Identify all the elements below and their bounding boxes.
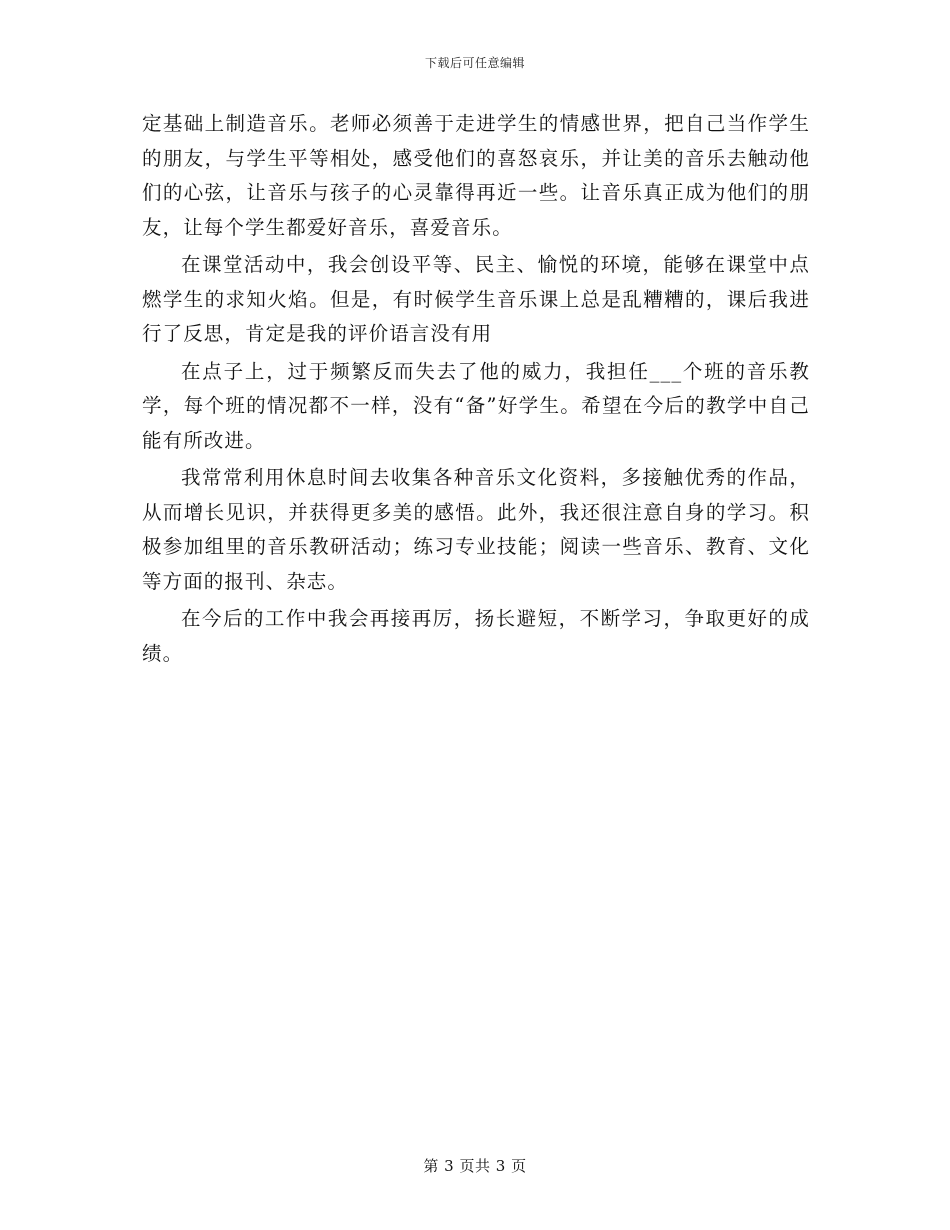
paragraph-continuation: 定基础上制造音乐。老师必须善于走进学生的情感世界，把自己当作学生的朋友，与学生平等相处，感受他们的喜怒哀乐，并让美的音乐去触动他们的心弦，让音乐与孩子的心灵靠得再近一些。让音乐真正成为他们的朋友，让每个学生都爱好音乐，喜爱音乐。: [142, 112, 810, 239]
paragraph: 在课堂活动中，我会创设平等、民主、愉悦的环境，能够在课堂中点燃学生的求知火焰。但是，有时候学生音乐课上总是乱糟糟的，课后我进行了反思，肯定是我的评价语言没有用: [142, 253, 810, 345]
page-number: 第 3 页共 3 页: [423, 1157, 527, 1175]
paragraph: 在点子上，过于频繁反而失去了他的威力，我担任___个班的音乐教学，每个班的情况都不一样，没有“备”好学生。希望在今后的教学中自己能有所改进。: [142, 359, 810, 452]
paragraph: 在今后的工作中我会再接再厉，扬长避短，不断学习，争取更好的成绩。: [142, 607, 810, 665]
document-body: [142, 107, 810, 674]
page-header: 下载后可任意编辑: [424, 56, 525, 70]
paragraph: 我常常利用休息时间去收集各种音乐文化资料，多接触优秀的作品，从而增长见识，并获得更多美的感悟。此外，我还很注意自身的学习。积极参加组里的音乐教研活动；练习专业技能；阅读一些音乐、教育、文化等方面的报刊、杂志。: [142, 466, 810, 593]
